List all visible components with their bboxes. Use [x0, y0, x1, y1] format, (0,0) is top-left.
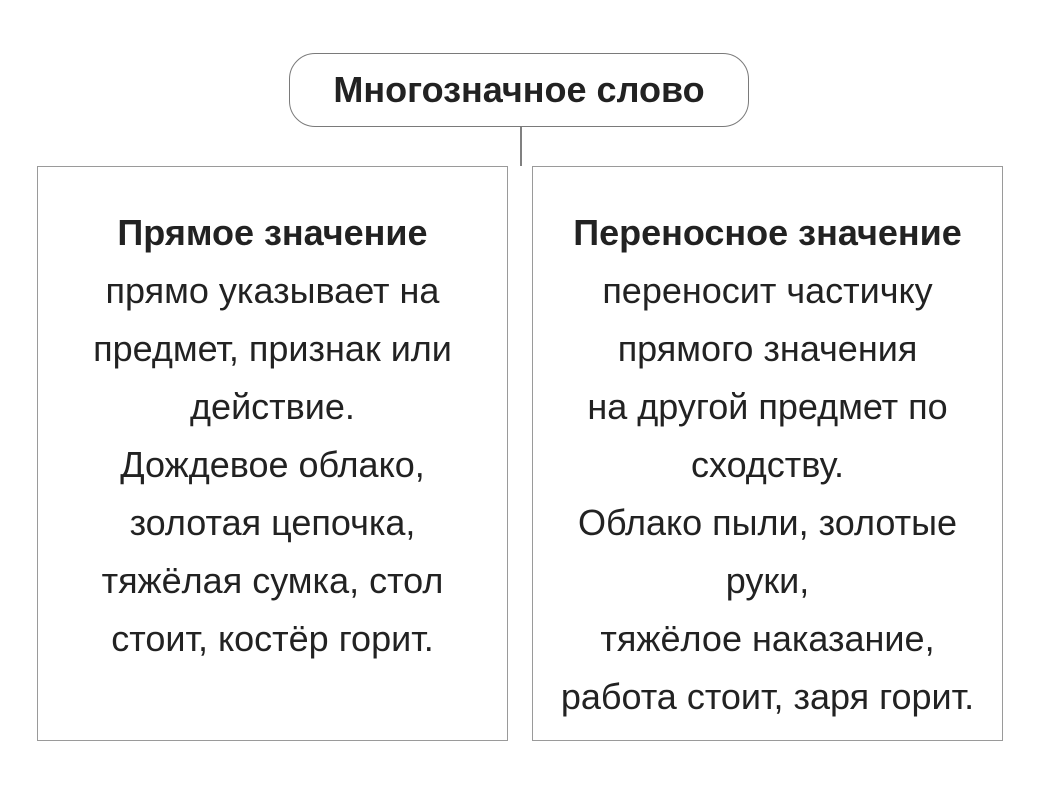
root-node-label: Многозначное слово — [333, 69, 705, 110]
direct-meaning-line: тяжёлая сумка, стол — [101, 560, 444, 601]
figurative-meaning-line: прямого значения — [617, 328, 918, 369]
figurative-meaning-line: переносит частичку — [602, 270, 933, 311]
direct-meaning-title: Прямое значение — [117, 212, 428, 253]
figurative-meaning-line: тяжёлое наказание, — [600, 618, 935, 659]
figurative-meaning-line: сходству. — [690, 444, 845, 485]
direct-meaning-line: прямо указывает на — [105, 270, 440, 311]
direct-meaning-line: стоит, костёр горит. — [111, 618, 434, 659]
direct-meaning-line: предмет, признак или — [93, 328, 452, 369]
figurative-meaning-line: работа стоит, заря горит. — [560, 676, 975, 717]
direct-meaning-box — [37, 166, 508, 741]
figurative-meaning-box — [532, 166, 1003, 741]
direct-meaning-line: Дождевое облако, — [120, 444, 425, 485]
figurative-meaning-line: руки, — [725, 560, 810, 601]
root-node-polysemous-word — [289, 53, 749, 127]
figurative-meaning-title: Переносное значение — [573, 212, 962, 253]
figurative-meaning-line: Облако пыли, золотые — [577, 502, 958, 543]
direct-meaning-line: действие. — [190, 386, 355, 427]
figurative-meaning-line: на другой предмет по — [587, 386, 948, 427]
direct-meaning-line: золотая цепочка, — [129, 502, 416, 543]
